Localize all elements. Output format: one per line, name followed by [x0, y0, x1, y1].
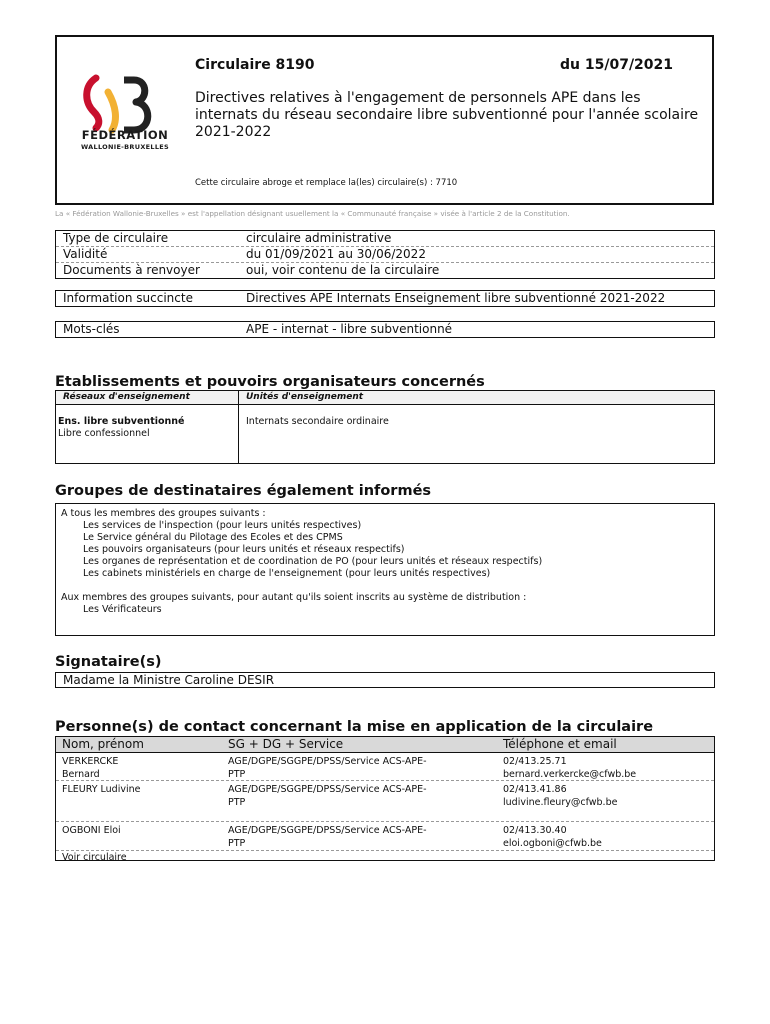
groupes-item: Les organes de représentation et de coordination de PO (pour leurs unités et réseaux respectifs) — [83, 556, 543, 567]
service-header: SG + DG + Service — [228, 737, 344, 751]
contact-name: VERKERCKE Bernard — [62, 756, 119, 780]
groupes-box — [55, 503, 715, 636]
logo-text: FÉDÉRATION — [81, 128, 169, 142]
succincte-table — [55, 290, 715, 307]
info-row-type — [56, 231, 714, 246]
contact-row — [56, 822, 714, 851]
unites-header: Unités d'enseignement — [246, 392, 364, 402]
info-row-succincte — [56, 291, 714, 306]
validite-value: du 01/09/2021 au 30/06/2022 — [246, 247, 426, 261]
abroge-note: Cette circulaire abroge et remplace la(les) circulaire(s) : 7710 — [195, 178, 458, 188]
contacts-table — [55, 736, 715, 861]
contact-name: FLEURY Ludivine — [62, 784, 141, 795]
contact-service: AGE/DGPE/SGGPE/DPSS/Service ACS-APE- PTP — [228, 756, 427, 780]
type-label: Type de circulaire — [63, 231, 169, 245]
info-table — [55, 230, 715, 279]
email-link[interactable]: ludivine.fleury@cfwb.be — [503, 797, 618, 808]
groupes-item: Les cabinets ministériels en charge de l'enseignement (pour leurs unités respectives) — [83, 568, 491, 579]
succincte-label: Information succincte — [63, 291, 193, 305]
groupes-intro: A tous les membres des groupes suivants : — [61, 508, 266, 519]
circulaire-number: Circulaire 8190 — [195, 57, 315, 73]
federation-note: La « Fédération Wallonie-Bruxelles » est l'appellation désignant usuellement la « Communauté française » visée à l'article 2 de la Constitution. — [55, 209, 570, 218]
contacts-header — [56, 737, 714, 753]
contact-row — [56, 753, 714, 781]
contact-phone-email: 02/413.30.40 eloi.ogboni@cfwb.be — [503, 825, 602, 849]
groupes-title: Groupes de destinataires également informés — [55, 483, 432, 499]
circulaire-title: Directives relatives à l'engagement de personnels APE dans les internats du réseau secondaire libre subventionné pour l'année scolaire 2021-2022 — [195, 90, 699, 140]
info-row-motscles — [56, 322, 714, 337]
contact-phone-email: 02/413.25.71 bernard.verkercke@cfwb.be — [503, 756, 637, 780]
motscles-table — [55, 321, 715, 338]
type-value: circulaire administrative — [246, 231, 392, 245]
phone-header: Téléphone et email — [503, 737, 617, 751]
logo-subtext: WALLONIE-BRUXELLES — [81, 143, 169, 151]
signataire-row — [56, 673, 714, 688]
contact-row — [56, 781, 714, 822]
contact-phone-email: 02/413.41.86 ludivine.fleury@cfwb.be — [503, 784, 618, 808]
voir-circulaire: Voir circulaire — [62, 852, 127, 863]
contact-service: AGE/DGPE/SGGPE/DPSS/Service ACS-APE- PTP — [228, 825, 427, 849]
contacts-footer-row — [56, 851, 714, 863]
documents-value: oui, voir contenu de la circulaire — [246, 263, 440, 277]
groupes-item: Les services de l'inspection (pour leurs unités respectives) — [83, 520, 362, 531]
reseau-value: Ens. libre subventionné — [58, 416, 185, 427]
reseaux-header: Réseaux d'enseignement — [63, 392, 190, 402]
name-header: Nom, prénom — [62, 737, 144, 751]
email-link[interactable]: bernard.verkercke@cfwb.be — [503, 769, 637, 780]
groupes-item: Les pouvoirs organisateurs (pour leurs unités et réseaux respectifs) — [83, 544, 405, 555]
email-link[interactable]: eloi.ogboni@cfwb.be — [503, 838, 602, 849]
reseau-sub-value: Libre confessionnel — [58, 428, 150, 439]
motscles-label: Mots-clés — [63, 322, 120, 336]
column-divider — [238, 391, 239, 463]
validite-label: Validité — [63, 247, 108, 261]
info-row-documents — [56, 262, 714, 278]
groupes-item: Les Vérificateurs — [83, 604, 162, 615]
signataire-value: Madame la Ministre Caroline DESIR — [63, 673, 275, 687]
signataire-title: Signataire(s) — [55, 654, 162, 670]
unite-value: Internats secondaire ordinaire — [246, 416, 389, 427]
info-row-validite — [56, 246, 714, 262]
motscles-value: APE - internat - libre subventionné — [246, 322, 453, 336]
groupes-intro-2: Aux membres des groupes suivants, pour autant qu'ils soient inscrits au système de distribution : — [61, 592, 527, 603]
contacts-title: Personne(s) de contact concernant la mise en application de la circulaire — [55, 719, 654, 735]
contact-service: AGE/DGPE/SGGPE/DPSS/Service ACS-APE- PTP — [228, 784, 427, 808]
etablissements-table — [55, 390, 715, 464]
groupes-item: Le Service général du Pilotage des Ecoles et des CPMS — [83, 532, 343, 543]
etablissements-header — [56, 391, 714, 405]
succincte-value: Directives APE Internats Enseignement libre subventionné 2021-2022 — [246, 291, 666, 305]
circulaire-date: du 15/07/2021 — [560, 57, 674, 73]
etablissements-title: Etablissements et pouvoirs organisateurs concernés — [55, 374, 485, 390]
contact-name: OGBONI Eloi — [62, 825, 121, 836]
documents-label: Documents à renvoyer — [63, 263, 200, 277]
signataire-box — [55, 672, 715, 688]
